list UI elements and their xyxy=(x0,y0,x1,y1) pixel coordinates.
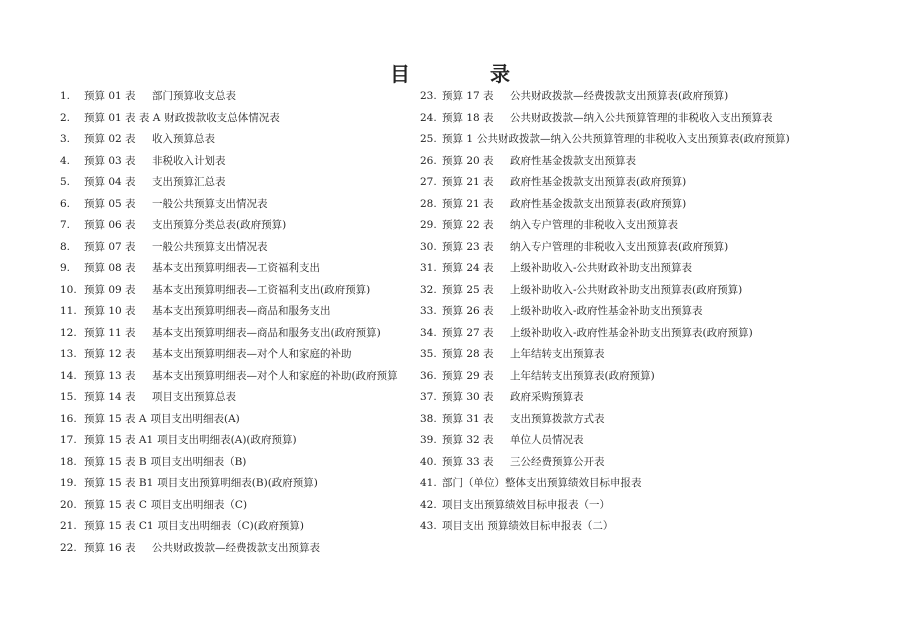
toc-entry-number: 40. xyxy=(420,455,437,468)
toc-entry-number: 42. xyxy=(420,498,437,511)
toc-entry xyxy=(60,172,420,194)
toc-entry-number: 5. xyxy=(60,176,71,188)
toc-entry xyxy=(420,151,880,173)
toc-entry-code: 预算 27 表 xyxy=(442,326,494,339)
toc-entry-title: 项目支出 预算绩效目标申报表（二） xyxy=(442,520,614,532)
toc-entry-title: 基本支出预算明细表—工资福利支出(政府预算) xyxy=(152,283,371,296)
toc-entry-title: 基本支出预算明细表—商品和服务支出 xyxy=(152,305,331,317)
toc-entry xyxy=(420,129,880,151)
toc-entry-code: 预算 05 表 xyxy=(84,197,136,210)
toc-entry xyxy=(60,430,420,452)
toc-entry-number: 34. xyxy=(420,326,437,339)
toc-entry xyxy=(60,280,420,302)
toc-entry xyxy=(60,215,420,237)
toc-entry xyxy=(60,473,420,495)
toc-entry-number: 3. xyxy=(60,133,71,145)
toc-entry-code: 预算 15 表 B xyxy=(84,455,147,468)
toc-entry-title: 部门（单位）整体支出预算绩效目标申报表 xyxy=(442,477,642,489)
toc-entry-code: 预算 32 表 xyxy=(442,434,494,446)
toc-entry-title: 基本支出预算明细表—对个人和家庭的补助(政府预算 xyxy=(152,369,398,382)
toc-entry-number: 41. xyxy=(420,477,437,489)
toc-entry-number: 18. xyxy=(60,455,77,468)
toc-entry-code: 预算 33 表 xyxy=(442,455,494,468)
toc-entry-title: 项目支出明细表(A) xyxy=(150,412,240,425)
toc-entry-number: 29. xyxy=(420,219,437,231)
toc-entry xyxy=(420,86,880,108)
toc-entry-title: 基本支出预算明细表—对个人和家庭的补助 xyxy=(152,348,352,360)
toc-entry-code: 预算 15 表 C xyxy=(84,498,147,511)
toc-entry xyxy=(60,538,420,560)
toc-entry-number: 22. xyxy=(60,541,77,554)
toc-entry-number: 32. xyxy=(420,283,437,296)
toc-entry-code: 预算 29 表 xyxy=(442,369,494,382)
toc-entry-number: 9. xyxy=(60,262,71,274)
toc-entry-code: 预算 24 表 xyxy=(442,262,494,274)
toc-entry-code: 预算 21 表 xyxy=(442,176,494,188)
toc-entry xyxy=(420,495,880,517)
toc-entry-code: 预算 07 表 xyxy=(84,240,136,253)
toc-entry xyxy=(420,258,880,280)
toc-entry-number: 10. xyxy=(60,283,77,296)
toc-entry-code: 预算 16 表 xyxy=(84,541,136,554)
toc-entry xyxy=(420,387,880,409)
toc-entry-number: 17. xyxy=(60,434,77,446)
toc-entry-number: 38. xyxy=(420,412,437,425)
toc-entry xyxy=(60,495,420,517)
toc-entry-number: 2. xyxy=(60,111,71,124)
toc-entry-title: 纳入专户管理的非税收入支出预算表(政府预算) xyxy=(510,240,729,253)
toc-entry-number: 43. xyxy=(420,520,437,532)
toc-entry xyxy=(420,215,880,237)
toc-entry-code: 预算 28 表 xyxy=(442,348,494,360)
toc-entry-code: 预算 01 表 xyxy=(84,90,136,102)
toc-entry-code: 预算 30 表 xyxy=(442,391,494,403)
toc-entry-title: 项目支出明细表（C)(政府预算) xyxy=(157,520,304,532)
toc-entry-number: 35. xyxy=(420,348,437,360)
toc-entry-title: 纳入专户管理的非税收入支出预算表 xyxy=(510,219,678,231)
toc-entry-code: 预算 12 表 xyxy=(84,348,136,360)
toc-entry xyxy=(60,301,420,323)
toc-entry xyxy=(60,409,420,431)
toc-entry-code: 预算 20 表 xyxy=(442,154,494,167)
toc-entry xyxy=(420,194,880,216)
toc-entry xyxy=(420,366,880,388)
toc-entry xyxy=(420,237,880,259)
toc-entry-title: 上级补助收入-政府性基金补助支出预算表(政府预算) xyxy=(510,326,753,339)
toc-entry-code: 预算 23 表 xyxy=(442,240,494,253)
toc-entry-code: 预算 06 表 xyxy=(84,219,136,231)
toc-entry-title: 非税收入计划表 xyxy=(152,154,226,167)
toc-entry xyxy=(60,516,420,538)
toc-entry-number: 23. xyxy=(420,90,437,102)
toc-entry-title: 单位人员情况表 xyxy=(510,434,584,446)
toc-entry-number: 13. xyxy=(60,348,77,360)
toc-entry xyxy=(60,366,420,388)
toc-entry-code: 预算 15 表 A1 xyxy=(84,434,154,446)
toc-right-column xyxy=(420,86,880,538)
toc-entry xyxy=(420,473,880,495)
toc-entry xyxy=(60,108,420,130)
toc-entry-code: 预算 08 表 xyxy=(84,262,136,274)
toc-entry-title: 收入预算总表 xyxy=(152,133,215,145)
toc-entry xyxy=(60,194,420,216)
toc-entry xyxy=(420,516,880,538)
toc-entry xyxy=(60,237,420,259)
toc-entry-code: 预算 21 表 xyxy=(442,197,494,210)
toc-entry-code: 预算 26 表 xyxy=(442,305,494,317)
toc-entry-number: 28. xyxy=(420,197,437,210)
toc-entry-number: 20. xyxy=(60,498,77,511)
toc-entry-number: 4. xyxy=(60,154,71,167)
toc-entry-code: 预算 01 表 表 A xyxy=(84,111,161,124)
toc-entry-code: 预算 11 表 xyxy=(84,326,136,339)
toc-entry-code: 预算 1 xyxy=(442,133,474,145)
toc-entry-title: 支出预算拨款方式表 xyxy=(510,412,605,425)
toc-entry-title: 上级补助收入-政府性基金补助支出预算表 xyxy=(510,305,703,317)
toc-entry-code: 预算 15 表 C1 xyxy=(84,520,154,532)
toc-entry xyxy=(420,430,880,452)
toc-entry xyxy=(60,323,420,345)
toc-entry xyxy=(60,151,420,173)
toc-entry xyxy=(420,409,880,431)
toc-entry-code: 预算 13 表 xyxy=(84,369,136,382)
toc-entry-code: 预算 22 表 xyxy=(442,219,494,231)
toc-entry-code: 预算 03 表 xyxy=(84,154,136,167)
toc-entry xyxy=(60,452,420,474)
toc-entry-number: 31. xyxy=(420,262,437,274)
toc-entry-code: 预算 31 表 xyxy=(442,412,494,425)
toc-entry-title: 公共财政拨款—经费拨款支出预算表 xyxy=(152,541,320,554)
toc-entry xyxy=(60,258,420,280)
toc-entry-number: 39. xyxy=(420,434,437,446)
toc-entry-title: 项目支出明细表（C) xyxy=(150,498,248,511)
toc-entry-title: 政府性基金拨款支出预算表(政府预算) xyxy=(510,176,687,188)
toc-entry-code: 预算 25 表 xyxy=(442,283,494,296)
toc-left-column xyxy=(60,86,420,559)
toc-entry-title: 上级补助收入-公共财政补助支出预算表(政府预算) xyxy=(510,283,743,296)
toc-entry-title: 公共财政拨款—纳入公共预算管理的非税收入支出预算表(政府预算) xyxy=(477,133,790,145)
toc-entry-number: 15. xyxy=(60,391,77,403)
toc-entry-number: 27. xyxy=(420,176,437,188)
toc-entry-title: 上年结转支出预算表(政府预算) xyxy=(510,369,655,382)
toc-entry-title: 财政拨款收支总体情况表 xyxy=(164,111,280,124)
toc-entry-number: 16. xyxy=(60,412,77,425)
toc-entry-title: 支出预算分类总表(政府预算) xyxy=(152,219,287,231)
toc-entry-title: 支出预算汇总表 xyxy=(152,176,226,188)
toc-entry-number: 25. xyxy=(420,133,437,145)
toc-entry xyxy=(420,280,880,302)
toc-entry xyxy=(420,344,880,366)
toc-entry-title: 上年结转支出预算表 xyxy=(510,348,605,360)
toc-entry-title: 政府采购预算表 xyxy=(510,391,584,403)
toc-entry-code: 预算 17 表 xyxy=(442,90,494,102)
toc-entry-code: 预算 14 表 xyxy=(84,391,136,403)
toc-entry-title: 部门预算收支总表 xyxy=(152,90,236,102)
toc-entry-code: 预算 15 表 A xyxy=(84,412,147,425)
toc-entry xyxy=(420,323,880,345)
toc-entry-code: 预算 04 表 xyxy=(84,176,136,188)
toc-entry-title: 项目支出预算明细表(B)(政府预算) xyxy=(157,477,318,489)
toc-entry-number: 1. xyxy=(60,90,71,102)
toc-entry-title: 项目支出明细表(A)(政府预算) xyxy=(157,434,297,446)
toc-entry-title: 政府性基金拨款支出预算表(政府预算) xyxy=(510,197,687,210)
toc-entry-code: 预算 09 表 xyxy=(84,283,136,296)
toc-entry xyxy=(420,172,880,194)
toc-entry xyxy=(60,387,420,409)
toc-entry-number: 7. xyxy=(60,219,71,231)
toc-entry-number: 24. xyxy=(420,111,437,124)
toc-entry-title: 项目支出明细表（B) xyxy=(150,455,247,468)
toc-entry xyxy=(420,452,880,474)
toc-entry-title: 项目支出预算绩效目标申报表（一） xyxy=(442,498,610,511)
toc-entry-number: 36. xyxy=(420,369,437,382)
toc-entry xyxy=(60,129,420,151)
toc-entry-number: 33. xyxy=(420,305,437,317)
toc-entry-number: 19. xyxy=(60,477,77,489)
toc-entry-title: 基本支出预算明细表—工资福利支出 xyxy=(152,262,320,274)
toc-entry-code: 预算 15 表 B1 xyxy=(84,477,154,489)
toc-entry-number: 21. xyxy=(60,520,77,532)
toc-entry-title: 政府性基金拨款支出预算表 xyxy=(510,154,636,167)
toc-entry-title: 一般公共预算支出情况表 xyxy=(152,197,268,210)
toc-entry-number: 11. xyxy=(60,305,77,317)
toc-entry-title: 上级补助收入-公共财政补助支出预算表 xyxy=(510,262,693,274)
toc-entry-number: 6. xyxy=(60,197,71,210)
toc-entry xyxy=(60,344,420,366)
page-title: 目 录 xyxy=(390,62,540,86)
toc-entry-title: 公共财政拨款—经费拨款支出预算表(政府预算) xyxy=(510,90,729,102)
toc-entry-number: 12. xyxy=(60,326,77,339)
toc-entry-title: 基本支出预算明细表—商品和服务支出(政府预算) xyxy=(152,326,381,339)
toc-entry xyxy=(420,301,880,323)
toc-entry xyxy=(420,108,880,130)
toc-entry-number: 37. xyxy=(420,391,437,403)
toc-entry-code: 预算 10 表 xyxy=(84,305,136,317)
toc-entry-title: 一般公共预算支出情况表 xyxy=(152,240,268,253)
toc-entry-number: 30. xyxy=(420,240,437,253)
toc-entry-number: 26. xyxy=(420,154,437,167)
toc-entry-code: 预算 02 表 xyxy=(84,133,136,145)
toc-entry-title: 三公经费预算公开表 xyxy=(510,455,605,468)
toc-entry-code: 预算 18 表 xyxy=(442,111,494,124)
toc-entry-title: 公共财政拨款—纳入公共预算管理的非税收入支出预算表 xyxy=(510,111,773,124)
toc-entry-title: 项目支出预算总表 xyxy=(152,391,236,403)
toc-entry-number: 14. xyxy=(60,369,77,382)
toc-entry xyxy=(60,86,420,108)
toc-entry-number: 8. xyxy=(60,240,71,253)
